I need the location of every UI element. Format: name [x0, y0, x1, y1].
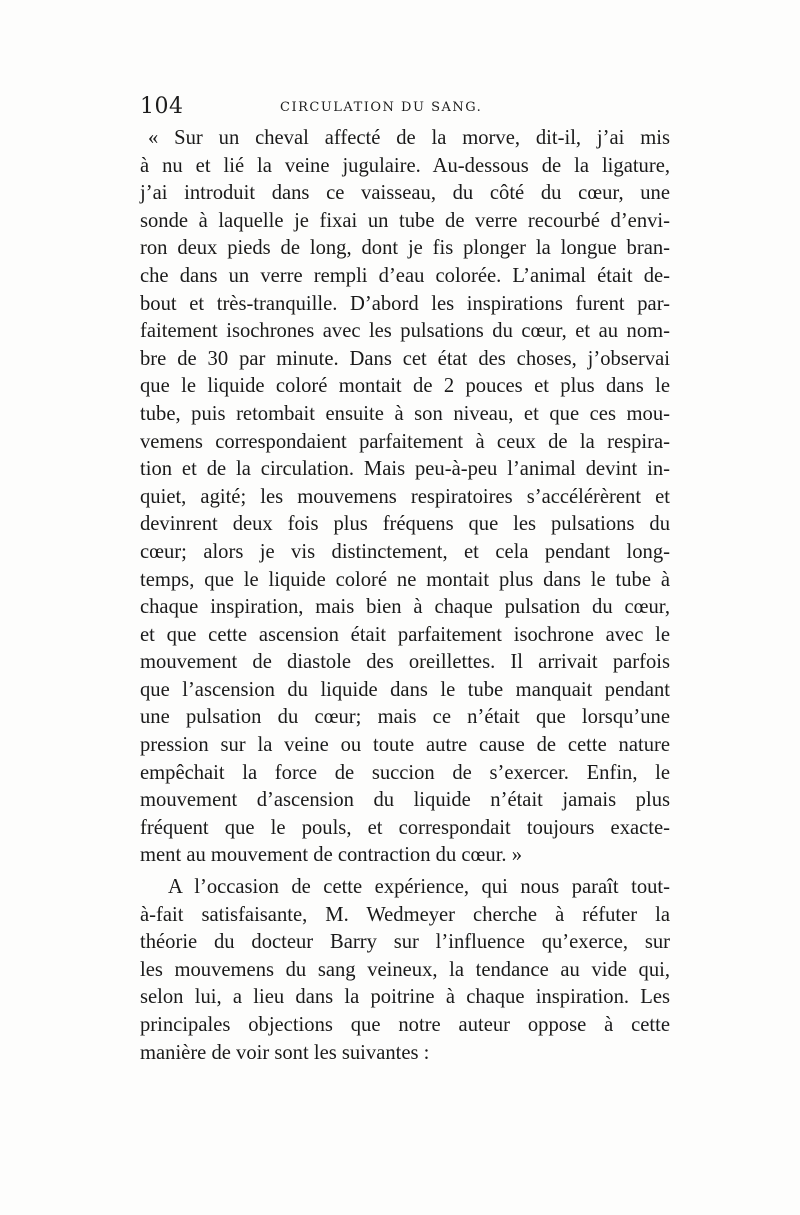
text-line: selon lui, a lieu dans la poitrine à chaque inspiration. Les	[140, 986, 670, 1009]
text-line: cœur; alors je vis distinctement, et cela pendant long-	[140, 540, 670, 563]
text-line: A l’occasion de cette expérience, qui nous paraît tout-	[168, 876, 670, 899]
paragraph-commentary	[140, 874, 670, 1067]
text-line: à nu et lié la veine jugulaire. Au-dessous de la ligature,	[140, 154, 670, 177]
text-line: tube, puis retombait ensuite à son niveau, et que ces mou-	[140, 402, 670, 425]
paragraph-quotation	[140, 125, 670, 870]
text-line: ron deux pieds de long, dont je fis plonger la longue bran-	[140, 237, 670, 260]
text-line: que le liquide coloré montait de 2 pouces et plus dans le	[140, 375, 670, 398]
text-line: che dans un verre rempli d’eau colorée. L’animal était de-	[140, 264, 670, 287]
page-number: 104	[140, 94, 184, 119]
text-line: bout et très-tranquille. D’abord les inspirations furent par-	[140, 292, 670, 315]
text-line: mouvement de diastole des oreillettes. Il arrivait parfois	[140, 651, 670, 674]
text-line: fréquent que le pouls, et correspondait toujours exacte-	[140, 816, 670, 839]
text-line: manière de voir sont les suivantes :	[140, 1041, 430, 1064]
text-line: tion et de la circulation. Mais peu-à-peu l’animal devint in-	[140, 458, 670, 481]
running-head	[140, 94, 670, 120]
text-line: mouvement d’ascension du liquide n’était jamais plus	[140, 789, 670, 812]
text-line: chaque inspiration, mais bien à chaque pulsation du cœur,	[140, 596, 670, 619]
text-line: ment au mouvement de contraction du cœur. »	[140, 844, 523, 867]
text-line: principales objections que notre auteur oppose à cette	[140, 1014, 670, 1036]
text-line: quiet, agité; les mouvemens respiratoires s’accélérèrent et	[140, 485, 670, 508]
text-line: bre de 30 par minute. Dans cet état des choses, j’observai	[140, 347, 670, 370]
running-title: CIRCULATION DU SANG.	[280, 100, 483, 115]
text-line: théorie du docteur Barry sur l’influence qu’exerce, sur	[140, 931, 670, 954]
text-line: pression sur la veine ou toute autre cause de cette nature	[140, 734, 670, 757]
body-text	[140, 125, 670, 1067]
text-line: j’ai introduit dans ce vaisseau, du côté du cœur, une	[140, 182, 670, 205]
text-line: sonde à laquelle je fixai un tube de verre recourbé d’envi-	[140, 209, 670, 232]
text-line: faitement isochrones avec les pulsations du cœur, et au nom-	[140, 320, 670, 343]
text-line: « Sur un cheval affecté de la morve, dit-il, j’ai mis	[148, 127, 670, 149]
text-line: que l’ascension du liquide dans le tube manquait pendant	[140, 678, 670, 701]
text-line: une pulsation du cœur; mais ce n’était que lorsqu’une	[140, 706, 670, 729]
text-line: les mouvemens du sang veineux, la tendance au vide qui,	[140, 958, 670, 981]
text-line: et que cette ascension était parfaitement isochrone avec le	[140, 623, 670, 646]
text-line: empêchait la force de succion de s’exercer. Enfin, le	[140, 761, 670, 784]
text-line: devinrent deux fois plus fréquens que les pulsations du	[140, 513, 670, 536]
text-line: vemens correspondaient parfaitement à ceux de la respira-	[140, 430, 670, 453]
text-line: temps, que le liquide coloré ne montait plus dans le tube à	[140, 568, 670, 591]
text-line: à-fait satisfaisante, M. Wedmeyer cherche à réfuter la	[140, 903, 670, 926]
